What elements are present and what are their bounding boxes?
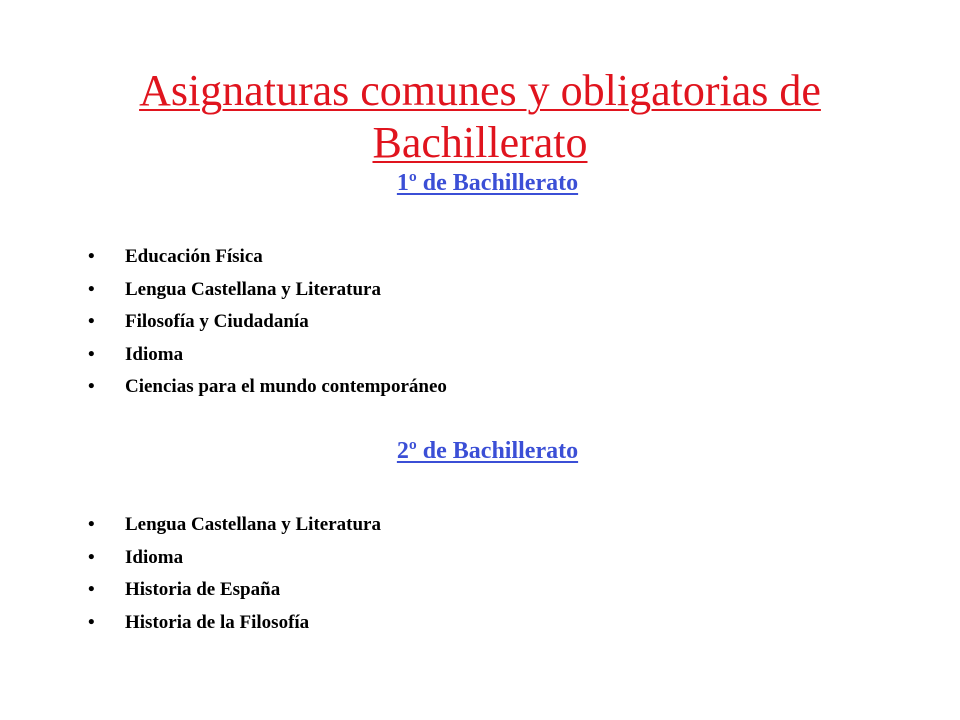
bullet-icon: • [88, 514, 95, 535]
list-item-label: Lengua Castellana y Literatura [125, 514, 381, 535]
bullet-icon: • [88, 376, 95, 397]
section-heading-segundo: 2º de Bachillerato [396, 438, 579, 464]
section-heading-primero: 1º de Bachillerato [396, 170, 579, 196]
list-item-label: Historia de España [125, 579, 281, 600]
slide-title [0, 65, 960, 169]
bullet-icon: • [88, 579, 95, 600]
bullet-icon: • [88, 546, 95, 568]
bullet-icon: • [88, 343, 95, 365]
bullet-icon: • [88, 611, 95, 633]
list-item-label: Historia de la Filosofía [125, 611, 310, 633]
list-item-label: Educación Física [125, 246, 263, 267]
list-item-label: Lengua Castellana y Literatura [125, 278, 381, 300]
bullet-icon: • [88, 311, 95, 332]
slide-title-line-2: Bachillerato [372, 118, 588, 168]
slide-title-line-1: Asignaturas comunes y obligatorias de [139, 66, 821, 116]
list-item-label: Ciencias para el mundo contemporáneo [125, 376, 447, 397]
list-item-label: Idioma [125, 546, 184, 568]
bullet-icon: • [88, 246, 95, 267]
list-item-label: Idioma [125, 343, 184, 365]
bullet-icon: • [88, 278, 95, 300]
list-item-label: Filosofía y Ciudadanía [125, 311, 309, 332]
